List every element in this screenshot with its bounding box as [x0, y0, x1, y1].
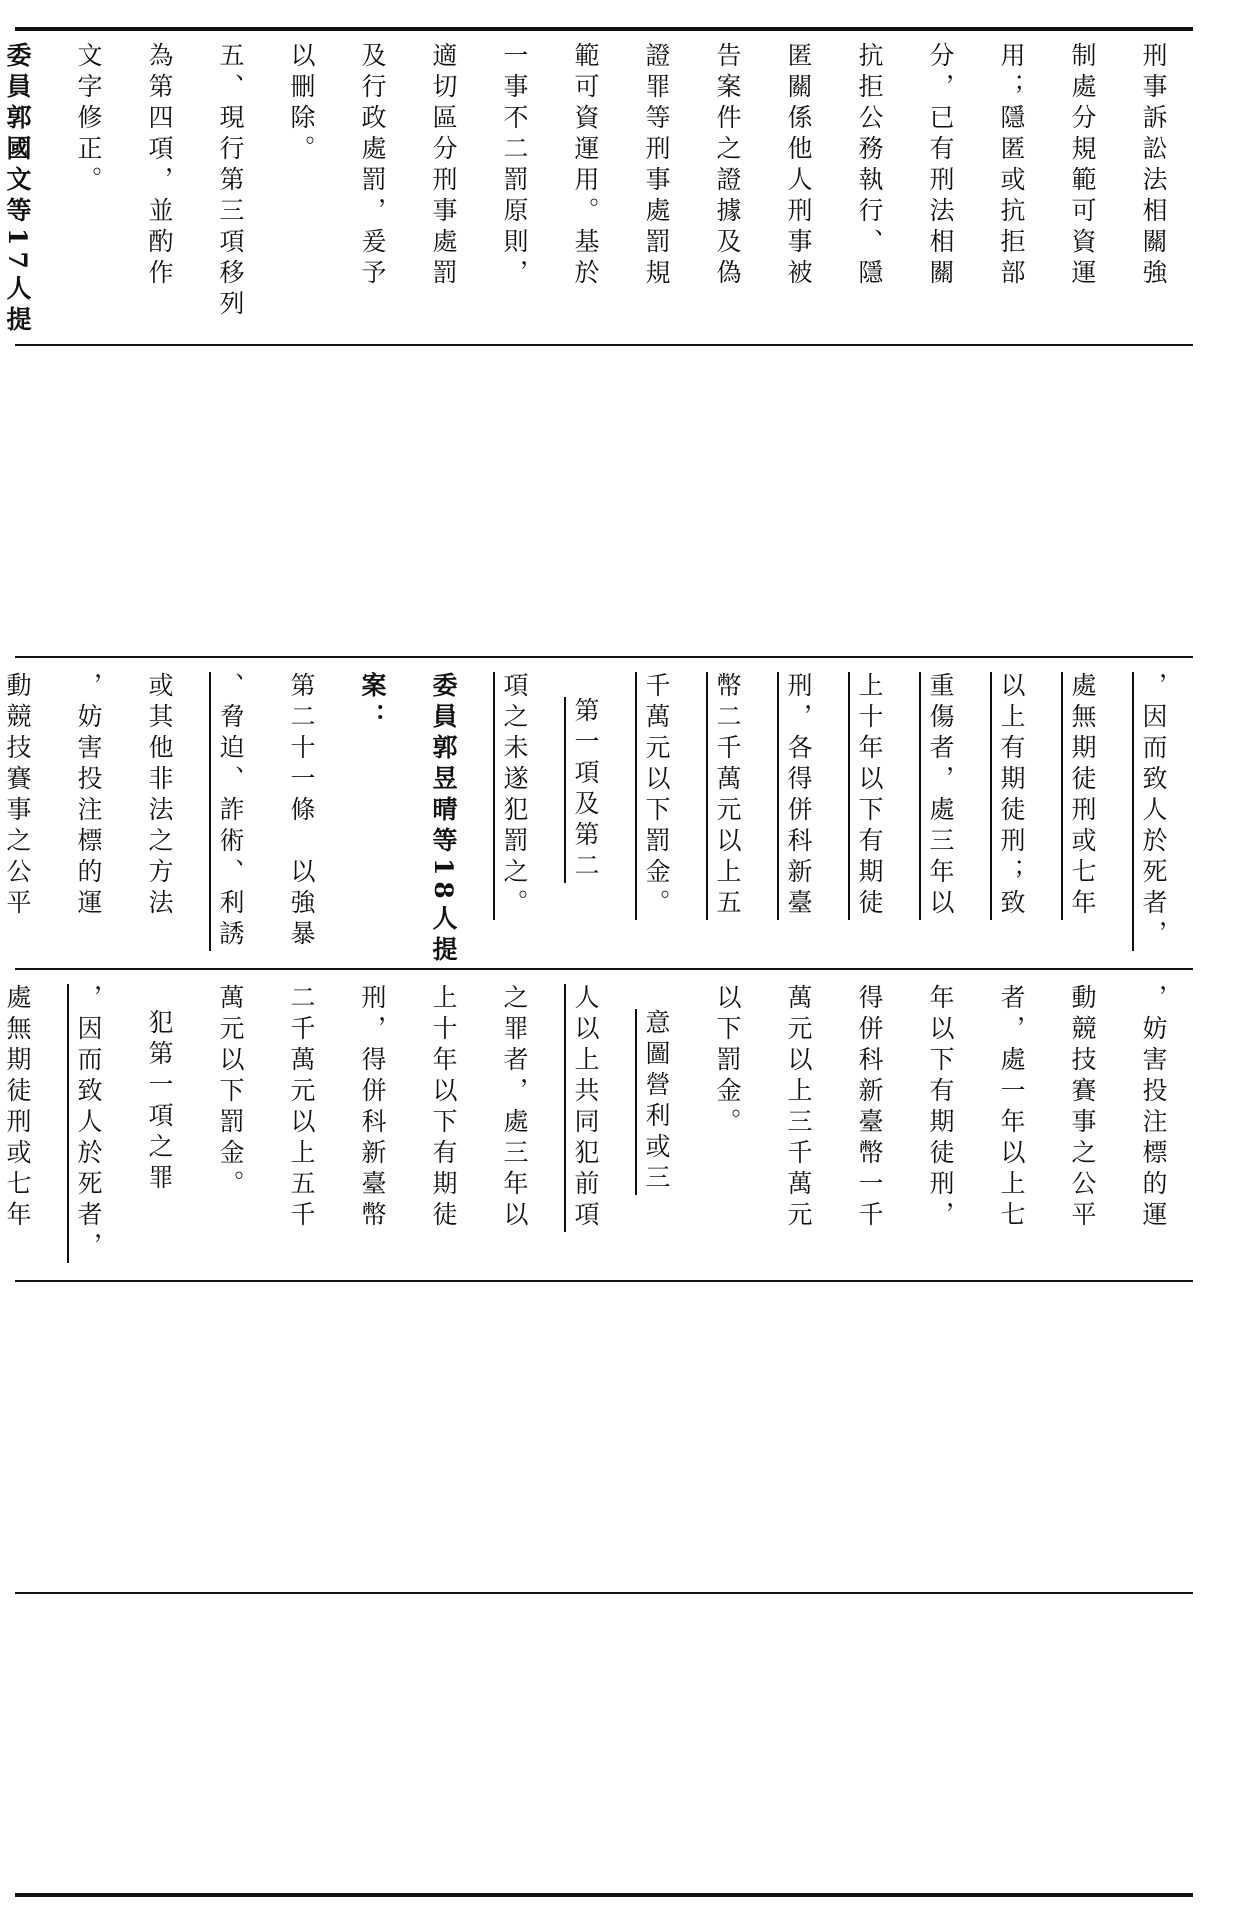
- text-column: 萬元以下罰金。: [216, 984, 245, 1201]
- article-text-column: 或其他非法之方法: [145, 672, 174, 920]
- text-column: 抗拒公務執行、隱: [855, 42, 884, 290]
- top-rule: [15, 27, 1193, 31]
- text-column-underlined: ，因而致人於死者，: [74, 984, 103, 1263]
- text-column: 五、現行第三項移列: [216, 42, 245, 321]
- text-column: 動競技賽事之公平: [1068, 984, 1097, 1232]
- text-column-underlined: 重傷者，處三年以: [926, 672, 955, 920]
- text-column-underlined: 處無期徒刑或七年: [3, 984, 32, 1232]
- text-column: 以刪除。: [287, 42, 316, 166]
- text-column: ，妨害投注標的運: [1139, 984, 1168, 1232]
- text-column: 告案件之證據及偽: [713, 42, 742, 290]
- text-block-top: [0, 42, 1189, 337]
- text-column: 制處分規範可資運: [1068, 42, 1097, 290]
- rule-4: [15, 968, 1193, 970]
- text-column-underlined: 千萬元以下罰金。: [642, 672, 671, 920]
- text-block-middle: [0, 672, 1189, 967]
- text-column: 者，處一年以上七: [997, 984, 1026, 1232]
- text-column: 範可資運用。基於: [571, 42, 600, 290]
- text-column: 上十年以下有期徒: [429, 984, 458, 1232]
- text-column-underlined: ，因而致人於死者，: [1139, 672, 1168, 951]
- article-text-column: 第二十一條 以強暴: [287, 672, 316, 951]
- text-column: 文字修正。: [74, 42, 103, 197]
- rule-3: [15, 656, 1193, 658]
- text-column: 二千萬元以上五千: [287, 984, 316, 1232]
- text-column: 得併科新臺幣一千: [855, 984, 884, 1232]
- text-column: 一事不二罰原則，: [500, 42, 529, 290]
- text-column: 適切區分刑事處罰: [429, 42, 458, 290]
- proposer-heading: 委員郭昱晴等18人提: [429, 672, 458, 967]
- text-column: 用；隱匿或抗拒部: [997, 42, 1026, 290]
- text-column: 刑事訴訟法相關強: [1139, 42, 1168, 290]
- text-column-underlined: 刑，各得併科新臺: [784, 672, 813, 920]
- text-column: 之罪者，處三年以: [500, 984, 529, 1232]
- bottom-rule: [15, 1893, 1193, 1897]
- text-column-underlined: 第一項及第二: [571, 697, 600, 883]
- text-column-underlined: 意圖營利或三: [642, 1009, 671, 1195]
- text-column-underlined: 以上有期徒刑；致: [997, 672, 1026, 920]
- text-column: 證罪等刑事處罰規: [642, 42, 671, 290]
- text-column: 為第四項，並酌作: [145, 42, 174, 290]
- text-column: 萬元以上三千萬元: [784, 984, 813, 1232]
- text-block-lower: [0, 984, 1189, 1263]
- text-column: 年以下有期徒刑，: [926, 984, 955, 1232]
- text-column-underlined: 處無期徒刑或七年: [1068, 672, 1097, 920]
- text-column: 匿關係他人刑事被: [784, 42, 813, 290]
- article-text-column: ，妨害投注標的運: [74, 672, 103, 920]
- article-text-column: 動競技賽事之公平: [3, 672, 32, 920]
- text-column-underlined: 人以上共同犯前項: [571, 984, 600, 1232]
- text-column: 及行政處罰，爰予: [358, 42, 387, 290]
- article-text-column: 、脅迫、詐術、利誘: [216, 672, 245, 951]
- text-column-underlined: 項之未遂犯罰之。: [500, 672, 529, 920]
- rule-5: [15, 1280, 1193, 1282]
- text-column: 犯第一項之罪: [145, 1009, 174, 1195]
- text-column-underlined: 上十年以下有期徒: [855, 672, 884, 920]
- text-column-underlined: 幣二千萬元以上五: [713, 672, 742, 920]
- rule-6: [15, 1592, 1193, 1594]
- text-column: 分，已有刑法相關: [926, 42, 955, 290]
- proposer-heading: 委員郭國文等17人提: [3, 42, 32, 337]
- proposer-heading-cont: 案：: [358, 672, 387, 734]
- text-column: 刑，得併科新臺幣: [358, 984, 387, 1232]
- rule-2: [15, 344, 1193, 346]
- text-column: 以下罰金。: [713, 984, 742, 1139]
